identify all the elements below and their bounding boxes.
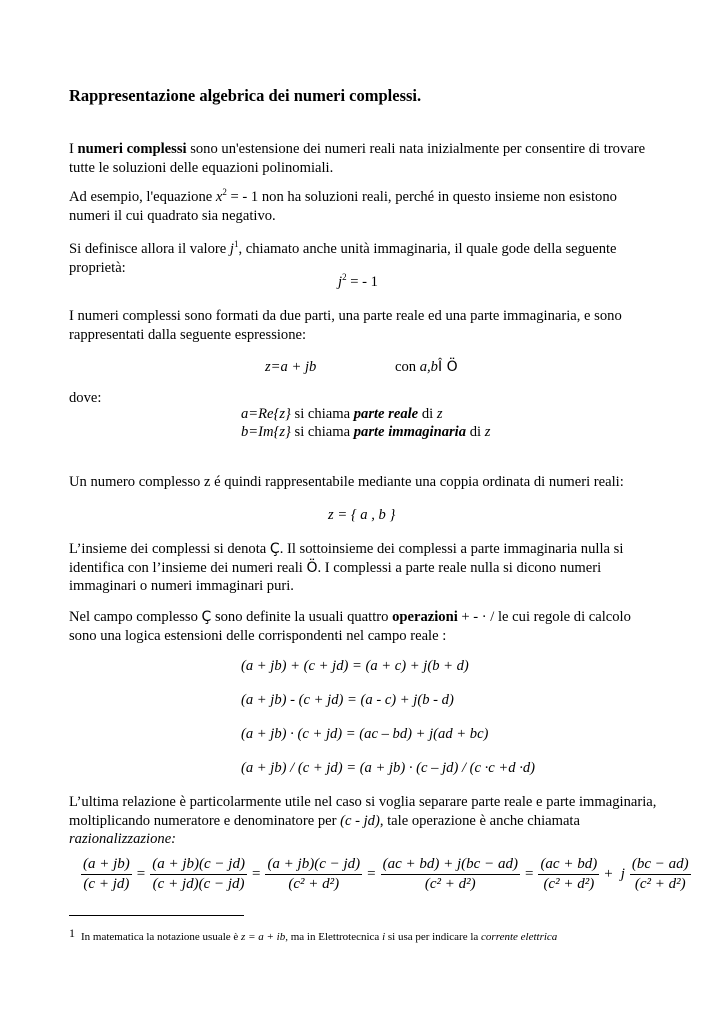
footnote-i: i [382,931,386,943]
complex-set-symbol: Ç [269,541,280,557]
operations-paragraph [69,608,661,645]
formula-difference: (a + jb) - (c + jd) = (a - c) + j(b - d) [241,692,454,708]
ops-mid: sono definite la usuali quattro [211,609,393,625]
set-post: . I complessi a parte reale nulla si dicono numeri immaginari o numeri immaginari puri. [69,559,602,594]
fraction-6 [630,856,691,893]
footnote-ref: 1 [233,239,239,249]
page-title: Rappresentazione algebrica dei numeri complessi. [69,86,422,105]
last-term: razionalizzazione: [69,831,177,847]
fraction-5 [538,856,599,893]
footnote-current: corrente elettrica [481,931,558,943]
define-post: , chiamato anche unità immaginaria, il quale gode della seguente proprietà: [69,241,617,276]
set-pre: L’insieme dei complessi si denota [69,541,270,557]
example-exp: 2 [222,187,227,197]
fraction-3-den: (c² + d²) [288,876,340,892]
plus-sign: + [604,866,613,882]
real-part-lhs: a=Re{z} [241,406,291,422]
fraction-2-num: (a + jb)(c − jd) [150,856,247,875]
example-pre: Ad esempio, l'equazione [69,189,216,205]
footnote-separator [69,915,244,916]
fraction-3-num: (a + jb)(c − jd) [265,856,362,875]
real-part-di: di [418,406,437,422]
ordered-pair-equation: z = { a , b } [328,507,396,523]
example-post: = - 1 non ha soluzioni reali, perché in questo insieme non esistono numeri il cui quadrato sia negativo. [69,189,617,224]
ops-bold: operazioni [392,609,458,625]
fraction-5-den: (c² + d²) [543,876,595,892]
pair-paragraph: Un numero complesso z é quindi rappresentabile mediante una coppia ordinata di numeri reali: [69,474,624,490]
equals-3: = [367,866,376,882]
domain-statement [395,359,458,376]
equals-2: = [251,866,261,882]
real-part-z: z [436,406,443,422]
set-mid: . Il sottoinsieme dei complessi a parte immaginaria nulla si identifica con l’insieme dei numeri reali [69,541,624,576]
imag-part-di: di [466,424,485,440]
imag-part-mid: si chiama [290,424,354,440]
complex-set-symbol-2: Ç [201,609,212,625]
footnote-mid2: si usa per indicare la [385,931,482,943]
last-conjugate: (c - jd) [340,812,380,829]
imag-part-def [241,424,490,441]
footnote [69,926,557,943]
real-part-def [241,406,443,423]
fraction-2-den: (c + jd)(c − jd) [152,876,245,892]
ab-vars: a,b [419,359,438,375]
fraction-6-den: (c² + d²) [634,876,686,892]
j-squared-equation [338,274,378,291]
define-var: j [229,241,234,257]
dove-label: dove: [69,390,102,406]
real-part-mid: si chiama [290,406,354,422]
imag-part-z: z [484,424,491,440]
footnote-number: 1 [69,926,75,940]
fraction-4-den: (c² + d²) [424,876,476,892]
fraction-4-num: (ac + bd) + j(bc − ad) [381,856,520,875]
example-var: x [215,189,223,205]
intro-bold: numeri complessi [77,141,187,157]
equals-4: = [524,866,534,882]
real-part-term: parte reale [353,406,419,422]
real-set-symbol: Ö [306,559,318,576]
last-mid: , tale operazione è anche chiamata [379,812,580,829]
footnote-pre: In matematica la notazione usuale è [81,931,242,943]
fraction-1 [81,856,132,893]
fraction-1-num: (a + jb) [81,856,132,875]
ops-pre: Nel campo complesso [69,609,202,625]
fraction-3 [265,856,362,893]
algebraic-form: z=a + jb [265,359,317,375]
fraction-4 [381,856,520,893]
eq-var: j [338,274,343,290]
intro-pre: I [69,141,78,157]
fraction-5-num: (ac + bd) [538,856,599,875]
fraction-1-den: (c + jd) [83,876,130,892]
define-paragraph [69,240,661,277]
imag-part-term: parte immaginaria [353,424,467,440]
intro-post: sono un'estensione dei numeri reali nata inizialmente per consentire di trovare tutte le soluzioni delle equazioni polinomiali. [69,141,646,176]
ops-post: le cui regole di calcolo sono una logica estensioni delle corrispondenti nel campo reale : [69,609,631,644]
formula-product: (a + jb) · (c + jd) = (ac – bd) + j(ad + bc) [241,726,489,742]
imag-unit: j [620,866,625,882]
define-pre: Si definisce allora il valore [69,241,230,257]
parts-paragraph: I numeri complessi sono formati da due parti, una parte reale ed una parte immaginaria, e sono rappresentati dalla seguente espressione: [69,308,622,343]
rationalization-equation [80,856,692,893]
footnote-mid: , ma in Elettrotecnica [285,931,383,943]
intro-paragraph [69,140,661,177]
eq-exp: 2 [342,272,347,282]
imag-part-lhs: b=Im{z} [241,424,291,440]
last-pre: L’ultima relazione è particolarmente utile nel caso si voglia separare parte reale e parte immaginaria, moltiplicando numeratore e denominatore per [69,794,657,829]
formula-quotient: (a + jb) / (c + jd) = (a + jb) · (c – jd) / (c ·c +d ·d) [241,760,536,776]
formula-sum: (a + jb) + (c + jd) = (a + c) + j(b + d) [241,658,469,674]
con-label: con [395,359,420,375]
equals-1: = [136,866,146,882]
in-reals-symbol: Î Ö [437,359,458,375]
set-paragraph [69,540,661,596]
eq-rest: = - 1 [346,274,378,290]
last-paragraph [69,793,661,849]
fraction-2 [150,856,247,893]
example-paragraph [69,188,661,225]
fraction-6-num: (bc − ad) [630,856,691,875]
ops-symbols: + - · / [457,609,498,625]
footnote-notation: z = a + ib [241,931,286,943]
